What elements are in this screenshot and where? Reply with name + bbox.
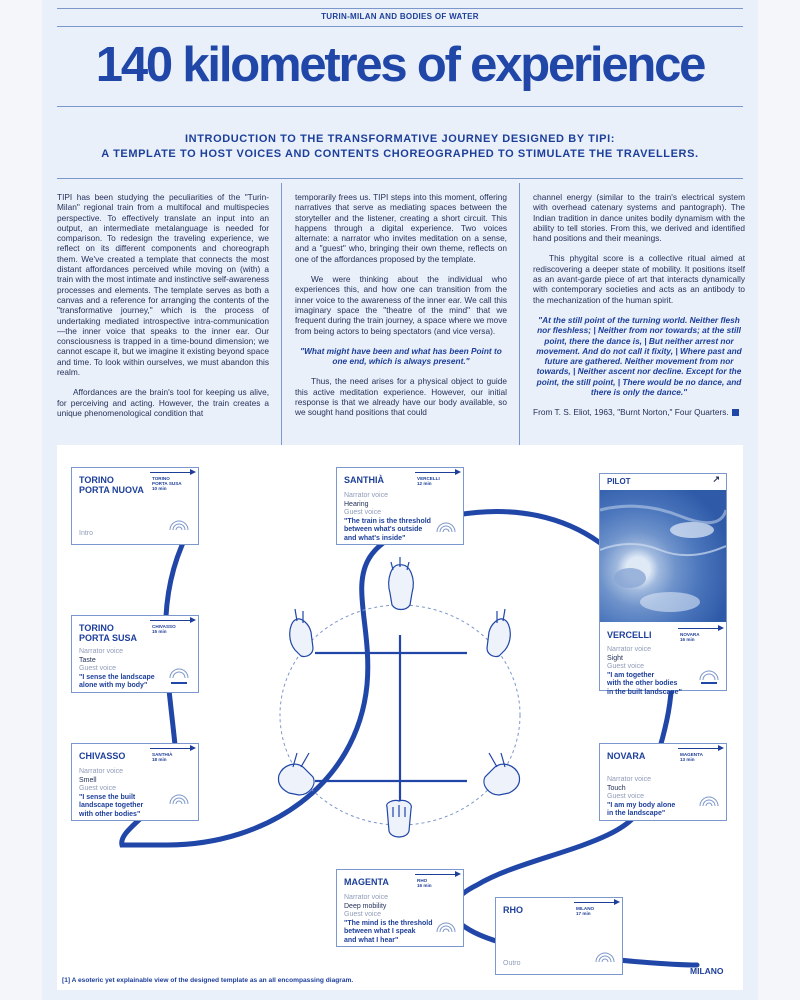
paragraph: Thus, the need arises for a physical object to guide this active meditation experience. However, our initial response is that we already have our body available, so we sought hand positions that could (295, 376, 507, 418)
page-title: 140 kilometres of experience (95, 38, 705, 92)
next-arrowhead (455, 469, 461, 475)
next-stop (152, 476, 182, 491)
narrator-label: Narrator voice (344, 894, 388, 901)
station-name-line: TORINO (79, 475, 114, 485)
narrator-label: Narrator voice (79, 648, 123, 655)
guest-quote: alone with my body" (79, 682, 148, 690)
sense-label: Sight (607, 654, 623, 662)
pull-quote: "What might have been and what has been Point to one end, which is always present." (300, 345, 502, 367)
guest-label: Guest voice (79, 785, 116, 793)
next-stop-name: PORTA SUSA (152, 481, 182, 486)
next-stop-name: SANTHIÀ (152, 752, 173, 757)
station-card-vercelli[interactable] (599, 473, 727, 696)
next-arrow-line (150, 620, 190, 621)
card-body (607, 776, 675, 819)
next-arrowhead (718, 625, 724, 631)
signal-icon (168, 518, 190, 532)
journey-diagram (57, 445, 743, 990)
next-arrow-line (415, 472, 455, 473)
guest-quote: and what's inside" (344, 534, 406, 542)
next-stop-name: NOVARA (680, 632, 700, 637)
narrator-label: Narrator voice (344, 492, 388, 499)
next-stop-time: 12 min (417, 481, 432, 486)
section-kicker: TURIN-MILAN AND BODIES OF WATER (321, 12, 479, 21)
guest-quote: with the other bodies (607, 680, 678, 688)
next-arrowhead (614, 899, 620, 905)
text-column-1 (57, 192, 269, 428)
guest-label: Guest voice (344, 911, 381, 919)
next-stop (152, 752, 172, 762)
guest-label: Guest voice (344, 509, 381, 517)
next-stop-time: 16 min (417, 883, 432, 888)
next-stop-time: 18 min (152, 757, 167, 762)
sense-label: Touch (607, 784, 626, 792)
text-column-3 (533, 192, 745, 428)
next-stop-name: RHO (417, 878, 428, 883)
paragraph: TIPI has been studying the peculiarities of the "Turin-Milan" regional train from a multifocal and multispecies perspective. To effectively translate an input into an output, an intermediate metalanguage is needed for comparison. To redesign the traveling experience, we reflect on its different components and choreograph them. We've created a template that connects the most distant affordances perceived while moving on (with) a train with the most intimate and instinctive self-awareness processes and elements. The template serves as both a canvas and a reference for arranging the contents of the "transformative journey," which is the process of undertaking mediated introspective intra-communication—the inner voice that speaks to the inner ear. Our consciousness is trapped in a time-bound dimension; we cannot escape it, but we imagine it existing beyond space and time. To look within ourselves, we must abandon this realm. (57, 192, 269, 378)
subtitle-line-1: INTRODUCTION TO THE TRANSFORMATIVE JOURNEY DESIGNED BY TIPI: (185, 133, 615, 145)
station-card-novara[interactable] (599, 743, 727, 821)
guest-quote: "The mind is the threshold (344, 919, 433, 927)
guest-quote: "I am my body alone (607, 801, 676, 809)
station-name: NOVARA (607, 751, 646, 761)
water-texture (600, 490, 726, 622)
segment-tag: Outro (503, 960, 521, 968)
next-stop-name: TORINO (152, 476, 170, 481)
guest-label: Guest voice (607, 663, 644, 671)
guest-quote: landscape together (79, 802, 144, 810)
station-name: RHO (503, 905, 523, 915)
sense-label: Taste (79, 656, 96, 664)
paragraph: channel energy (similar to the train's electrical system with overhead catenary systems and pantograph). The Indian tradition in dance unites bodily dynamism with the ability to tell stories. From this, we derived and identified hand positions and their meanings. (533, 192, 745, 244)
station-card-magenta[interactable] (336, 869, 464, 947)
column-divider (519, 183, 520, 445)
pilot-label: PILOT (607, 477, 631, 486)
card-body (344, 492, 431, 544)
next-arrowhead (718, 745, 724, 751)
next-stop-name: CHIVASSO (152, 624, 176, 629)
station-card-torino-porta-nuova[interactable] (71, 467, 199, 545)
guest-quote: in the landscape" (607, 810, 666, 818)
station-name-line: PORTA NUOVA (79, 485, 144, 495)
next-stop (417, 476, 440, 486)
card-body (344, 894, 433, 946)
paragraph: This phygital score is a collective ritual aimed at rediscovering a deeper state of mobility. It positions itself as an avant-garde piece of art that interacts dynamically with contemporary societies and acts as an antibody to the mechanization of the human spirit. (533, 253, 745, 305)
narrator-label: Narrator voice (607, 776, 651, 783)
station-name: SANTHIÀ (344, 475, 384, 485)
next-stop (152, 624, 176, 634)
station-name: MAGENTA (344, 877, 389, 887)
signal-icon (594, 950, 616, 964)
external-link-icon[interactable]: ↗ (712, 474, 720, 484)
station-card-chivasso[interactable] (71, 743, 199, 821)
signal-icon (168, 668, 190, 688)
next-stop-name: MAGENTA (680, 752, 703, 757)
next-arrowhead (190, 745, 196, 751)
station-card-santhia[interactable] (336, 467, 464, 545)
station-name (79, 623, 137, 643)
kicker-rule (57, 26, 743, 27)
next-stop-time: 17 min (576, 911, 591, 916)
subtitle-line-2: A TEMPLATE TO HOST VOICES AND CONTENTS CHOREOGRAPHED TO STIMULATE THE TRAVELLERS. (101, 148, 699, 160)
signal-icon (698, 794, 720, 808)
card-body (79, 768, 143, 820)
next-arrowhead (455, 871, 461, 877)
guest-quote: between what's outside (344, 526, 423, 534)
next-arrowhead (190, 617, 196, 623)
next-stop-time: 10 min (152, 486, 167, 491)
station-name: VERCELLI (607, 630, 652, 640)
water-photo (600, 490, 726, 622)
card-body (607, 646, 682, 698)
guest-label: Guest voice (79, 665, 116, 673)
next-arrow-line (678, 628, 718, 629)
segment-tag: Intro (79, 530, 94, 538)
station-name (79, 475, 144, 495)
end-mark (732, 409, 739, 416)
signal-icon (168, 792, 190, 806)
guest-quote: with other bodies" (79, 810, 141, 818)
next-stop-time: 13 min (680, 757, 695, 762)
text-column-2 (295, 192, 507, 428)
next-stop-name: MILANO (576, 906, 595, 911)
next-arrow-line (150, 472, 190, 473)
sense-label: Hearing (344, 500, 369, 508)
source-text: From T. S. Eliot, 1963, "Burnt Norton," Four Quarters. (533, 407, 729, 418)
quote-source (533, 407, 745, 417)
next-stop-time: 16 min (680, 637, 695, 642)
hand-icon (484, 753, 520, 795)
guest-quote: "I sense the landscape (79, 673, 155, 681)
narrator-label: Narrator voice (79, 768, 123, 775)
narrator-label: Narrator voice (607, 646, 651, 653)
subtitle-rule (57, 178, 743, 179)
paragraph: We were thinking about the individual who experiences this, and how one can transition from the inner voice to the awareness of the inner ear. We call this imaginary space the "theatre of the mind" that we frequent during the train journey, a space where we move from being actors to being spectators (and vice versa). (295, 274, 507, 336)
hand-icon (487, 609, 510, 657)
next-stop-name: VERCELLI (417, 476, 440, 481)
station-name-line: TORINO (79, 623, 114, 633)
next-stop (576, 906, 594, 916)
destination-label: MILANO (690, 966, 724, 976)
guest-quote: "The train is the threshold (344, 517, 431, 525)
eliot-quote: "At the still point of the turning world. Neither flesh nor fleshless; | Neither from nor towards; at the still point, there the dance is, | But neither arrest nor movement. And do not call it fixity, | Where past and future are gathered. Neither movement from nor towards, | Neither ascent nor decline. Except for the point, the still point, | There would be no dance, and there is only the dance." (536, 314, 742, 398)
sense-label: Deep mobility (344, 902, 387, 910)
column-divider (281, 183, 282, 445)
guest-label: Guest voice (607, 793, 644, 801)
station-card-torino-porta-susa[interactable] (71, 615, 199, 693)
next-stop (680, 752, 703, 762)
next-arrow-line (150, 748, 190, 749)
guest-quote: in the built landscape" (607, 688, 682, 696)
paragraph: Affordances are the brain's tool for keeping us alive, for perceiving and acting. However, the train creates a unique phenomenological condition that (57, 387, 269, 418)
card-body (79, 648, 155, 691)
signal-icon (435, 520, 457, 534)
next-stop (680, 632, 700, 642)
hand-icon (290, 609, 313, 657)
next-stop-time: 15 min (152, 629, 167, 634)
next-arrow-line (678, 748, 718, 749)
next-arrow-line (415, 874, 455, 875)
guest-quote: and what I hear" (344, 936, 399, 944)
hand-icon (389, 557, 414, 610)
sense-label: Smell (79, 776, 97, 784)
top-rule (57, 8, 743, 9)
station-name-line: PORTA SUSA (79, 633, 138, 643)
next-arrowhead (190, 469, 196, 475)
next-arrow-line (574, 902, 614, 903)
figure-caption: [1] A esoteric yet explainable view of the designed template as an all encompassing diagram. (62, 977, 354, 984)
hand-icon (278, 753, 314, 795)
subtitle (0, 132, 800, 162)
hand-icon (387, 800, 412, 837)
station-name: CHIVASSO (79, 751, 126, 761)
station-card-rho[interactable] (495, 897, 623, 975)
guest-quote: "I sense the built (79, 793, 136, 801)
next-stop (417, 878, 432, 888)
paragraph: temporarily frees us. TIPI steps into this moment, offering narratives that serve as mediating spaces between the storyteller and the listener, creating a short circuit. This happens through a digital experience. Two voices alternate: a narrator who invites meditation on a sense, and a "guest" who, bringing their own theme, reflects on one of the affordances proposed by the template. (295, 192, 507, 264)
guest-quote: "I am together (607, 671, 655, 679)
signal-icon (435, 920, 457, 934)
title-rule (57, 106, 743, 107)
signal-icon (698, 670, 720, 686)
guest-quote: between what I speak (344, 928, 416, 936)
